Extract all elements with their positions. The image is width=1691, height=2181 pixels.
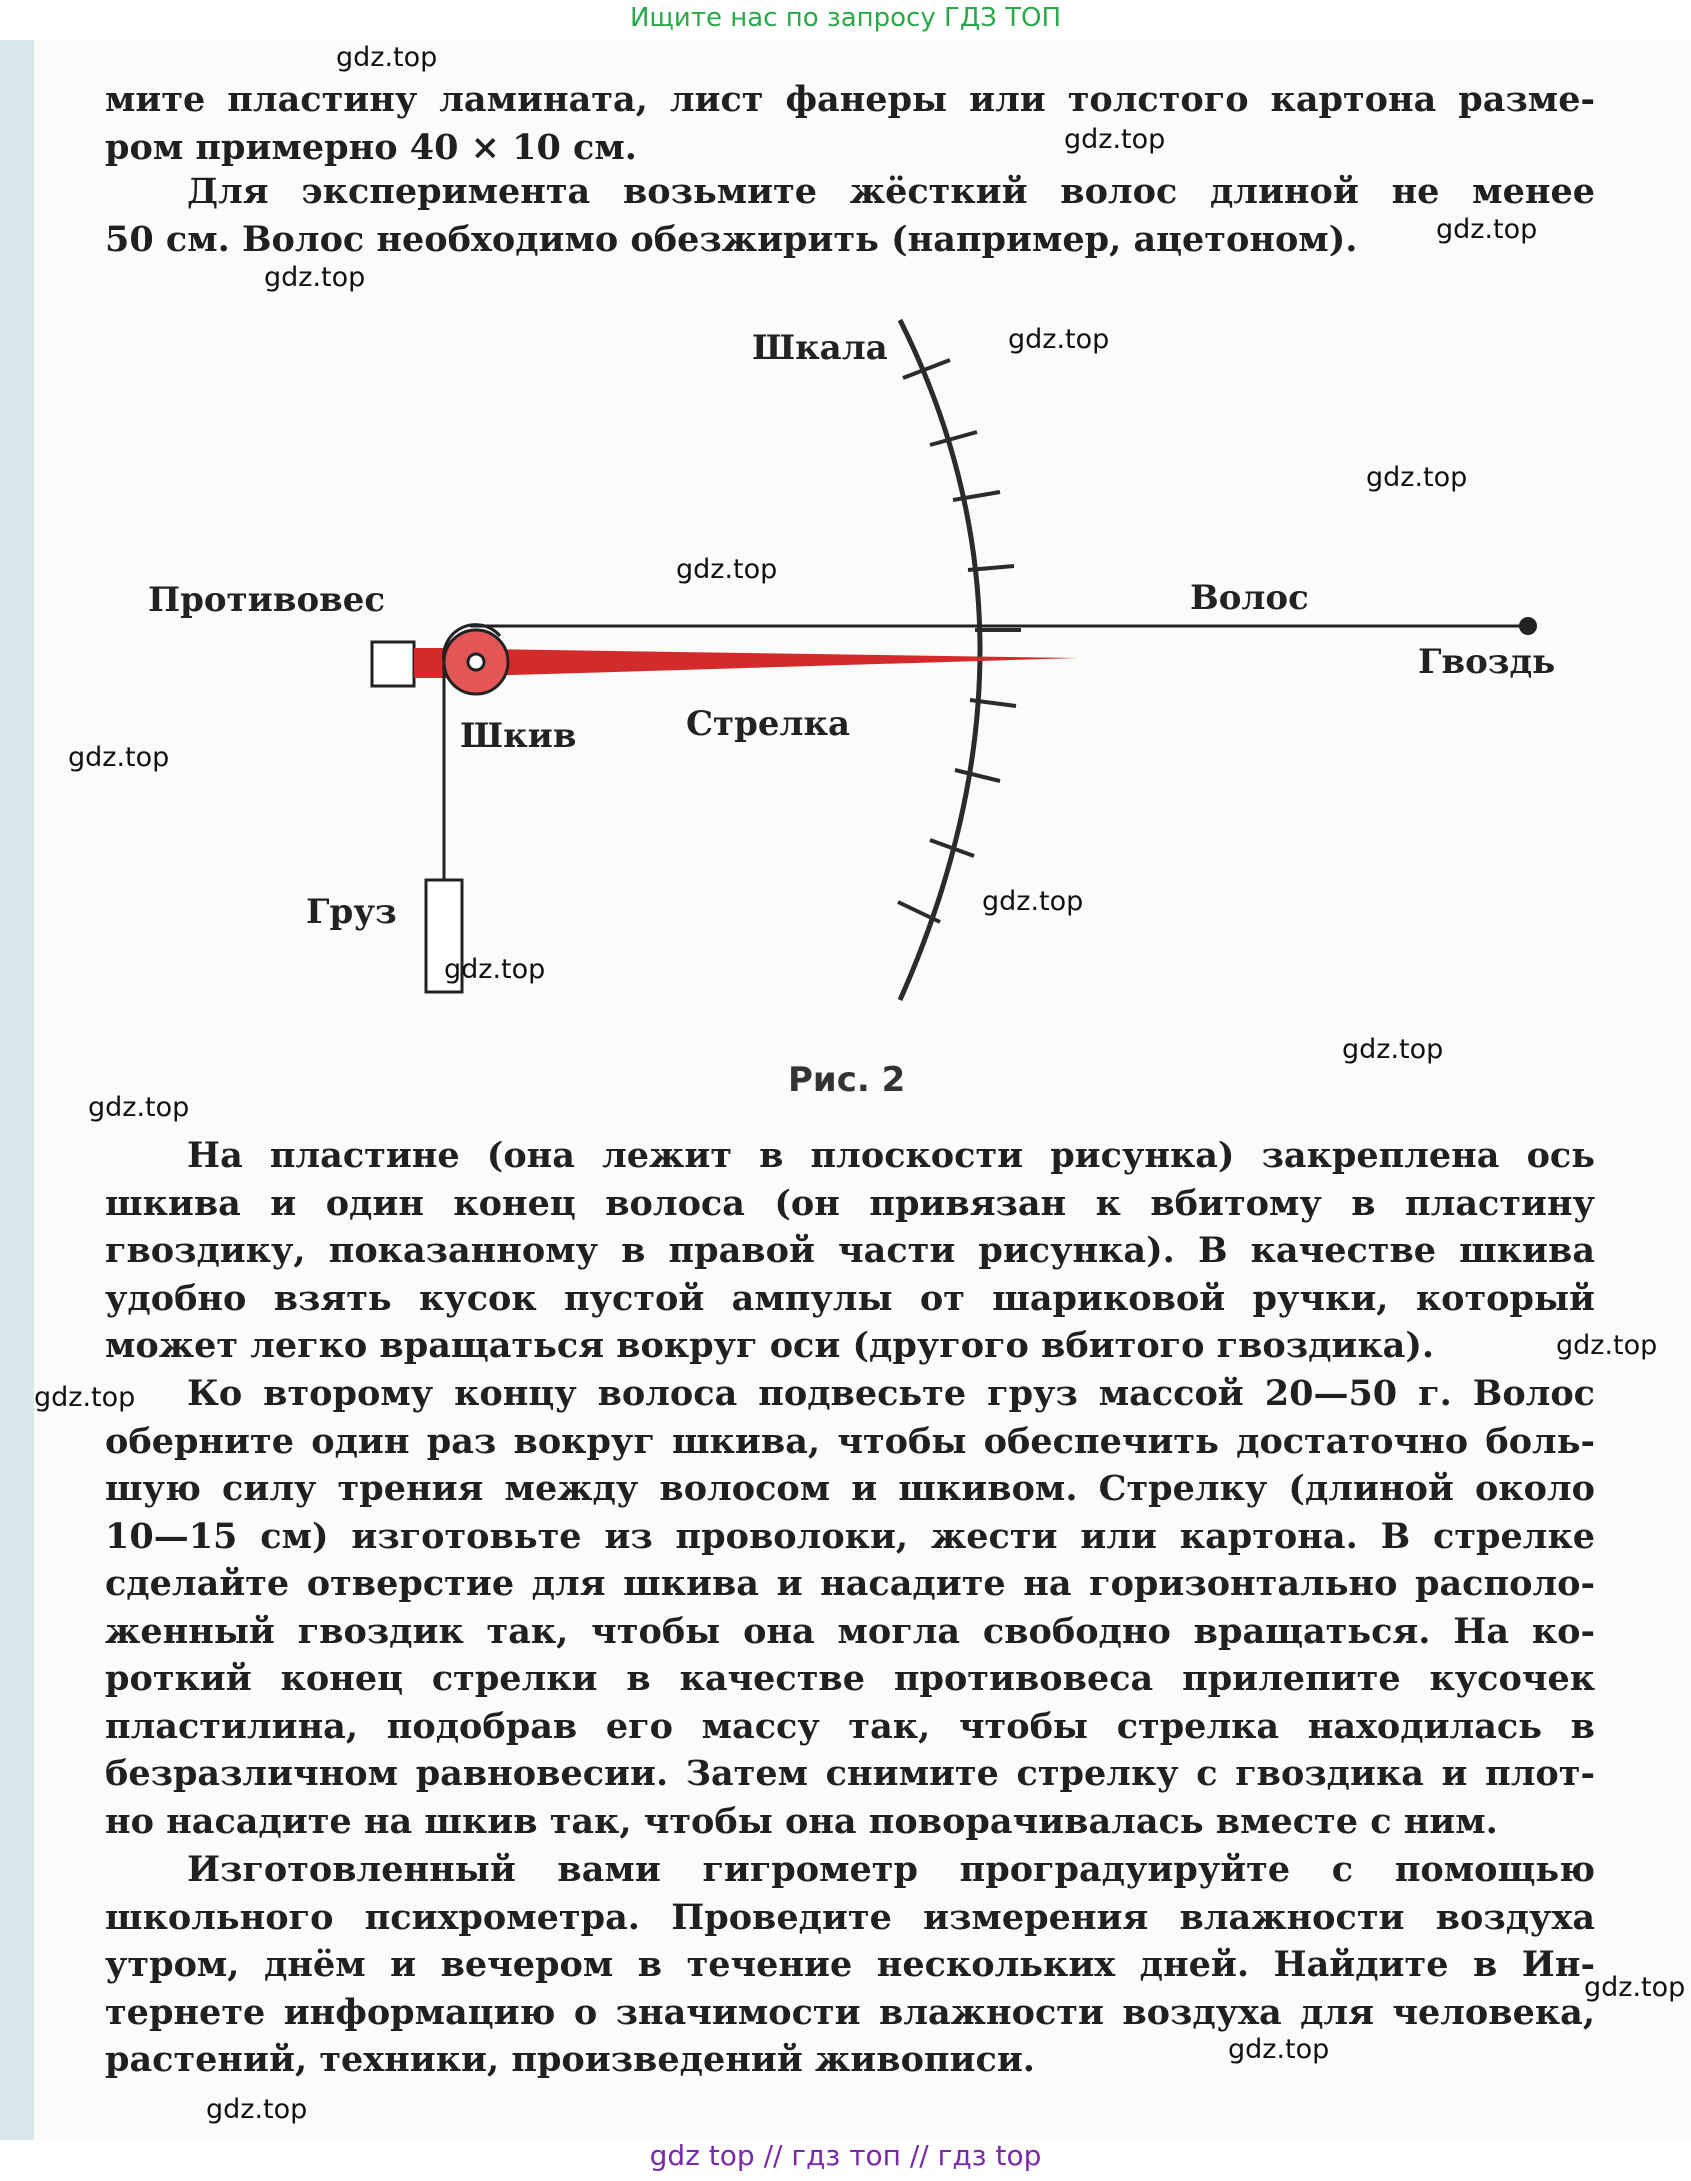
figure-caption: Рис. 2	[788, 1060, 906, 1100]
watermark: gdz.top	[1436, 214, 1538, 245]
pulley-axle	[468, 654, 484, 670]
text-line: шую силу трения между волосом и шкивом. Стрелку (длиной около	[105, 1468, 1595, 1509]
text-line: 10—15 см) изготовьте из проволоки, жести или картона. В стрелке	[105, 1515, 1595, 1557]
watermark: gdz.top	[88, 1092, 190, 1123]
label-counterweight: Противовес	[148, 580, 386, 620]
text-line: утром, днём и вечером в течение нескольких дней. Найдите в Ин-	[105, 1944, 1595, 1985]
paragraph-3	[105, 1132, 1595, 1370]
text-line: оберните один раз вокруг шкива, чтобы обеспечить достаточно боль-	[105, 1420, 1595, 1462]
text-line: тернете информацию о значимости влажности воздуха для человека,	[105, 1991, 1595, 2033]
watermark: gdz.top	[1342, 1034, 1444, 1065]
paragraph-5	[105, 1846, 1595, 2084]
text-line: женный гвоздик так, чтобы она могла свободно вращаться. На ко-	[105, 1610, 1595, 1652]
label-hair: Волос	[1190, 578, 1309, 618]
label-scale: Шкала	[752, 328, 888, 368]
watermark: gdz.top	[264, 262, 366, 293]
text-line: сделайте отверстие для шкива и насадите на горизонтально располо-	[105, 1563, 1595, 1604]
counterweight-box	[372, 642, 414, 686]
watermark: gdz.top	[676, 554, 778, 585]
watermark: gdz.top	[1366, 462, 1468, 493]
text-line: мите пластину ламината, лист фанеры или толстого картона разме-	[105, 79, 1595, 120]
text-line: Изготовленный вами гигрометр проградуируйте с помощью	[187, 1849, 1595, 1890]
watermark: gdz.top	[1064, 124, 1166, 155]
bottom-banner[interactable]: gdz top // гдз топ // гдз top	[649, 2139, 1042, 2172]
watermark: gdz.top	[206, 2094, 308, 2125]
watermark: gdz.top	[1228, 2034, 1330, 2065]
paragraph-4	[105, 1370, 1595, 1845]
text-line: безразличном равновесии. Затем снимите стрелку с гвоздика и плот-	[105, 1753, 1595, 1794]
watermark: gdz.top	[68, 742, 170, 773]
text-line: удобно взять кусок пустой ампулы от шариковой ручки, который	[105, 1277, 1595, 1319]
watermark: gdz.top	[1008, 324, 1110, 355]
text-line: роткий конец стрелки в качестве противовеса прилепите кусочек	[105, 1658, 1595, 1699]
watermark: gdz.top	[336, 42, 438, 73]
scale-ticks	[898, 360, 1021, 922]
text-line: ром примерно 40 × 10 см.	[105, 126, 637, 168]
watermark: gdz.top	[982, 886, 1084, 917]
text-line: 50 см. Волос необходимо обезжирить (например, ацетоном).	[105, 218, 1358, 260]
text-line: но насадите на шкив так, чтобы она поворачивалась вместе с ним.	[105, 1800, 1498, 1842]
watermark: gdz.top	[444, 954, 546, 985]
text-line: пластилина, подобрав его массу так, чтобы стрелка находилась в	[105, 1705, 1595, 1747]
text-line: гвоздику, показанному в правой части рисунка). В качестве шкива	[105, 1230, 1595, 1271]
watermark: gdz.top	[1556, 1330, 1658, 1361]
text-line: растений, техники, произведений живописи.	[105, 2039, 1035, 2080]
watermark: gdz.top	[34, 1382, 136, 1413]
nail-dot	[1519, 617, 1537, 635]
text-line: школьного психрометра. Проведите измерения влажности воздуха	[105, 1896, 1595, 1938]
paragraph-1	[105, 76, 1595, 171]
text-line: шкива и один конец волоса (он привязан к вбитому в пластину	[105, 1182, 1595, 1224]
label-pointer: Стрелка	[686, 704, 851, 744]
label-pulley: Шкив	[460, 716, 577, 756]
label-weight: Груз	[306, 892, 397, 932]
text-line: На пластине (она лежит в плоскости рисунка) закреплена ось	[187, 1135, 1595, 1176]
watermark: gdz.top	[1584, 1972, 1686, 2003]
paragraph-2	[105, 168, 1595, 263]
text-line: Ко второму концу волоса подвесьте груз массой 20—50 г. Волос	[187, 1373, 1595, 1414]
text-line: может легко вращаться вокруг оси (другого вбитого гвоздика).	[105, 1325, 1435, 1366]
label-nail: Гвоздь	[1418, 642, 1556, 682]
top-banner[interactable]: Ищите нас по запросу ГДЗ ТОП	[629, 3, 1062, 33]
text-line: Для эксперимента возьмите жёсткий волос длиной не менее	[187, 171, 1595, 212]
